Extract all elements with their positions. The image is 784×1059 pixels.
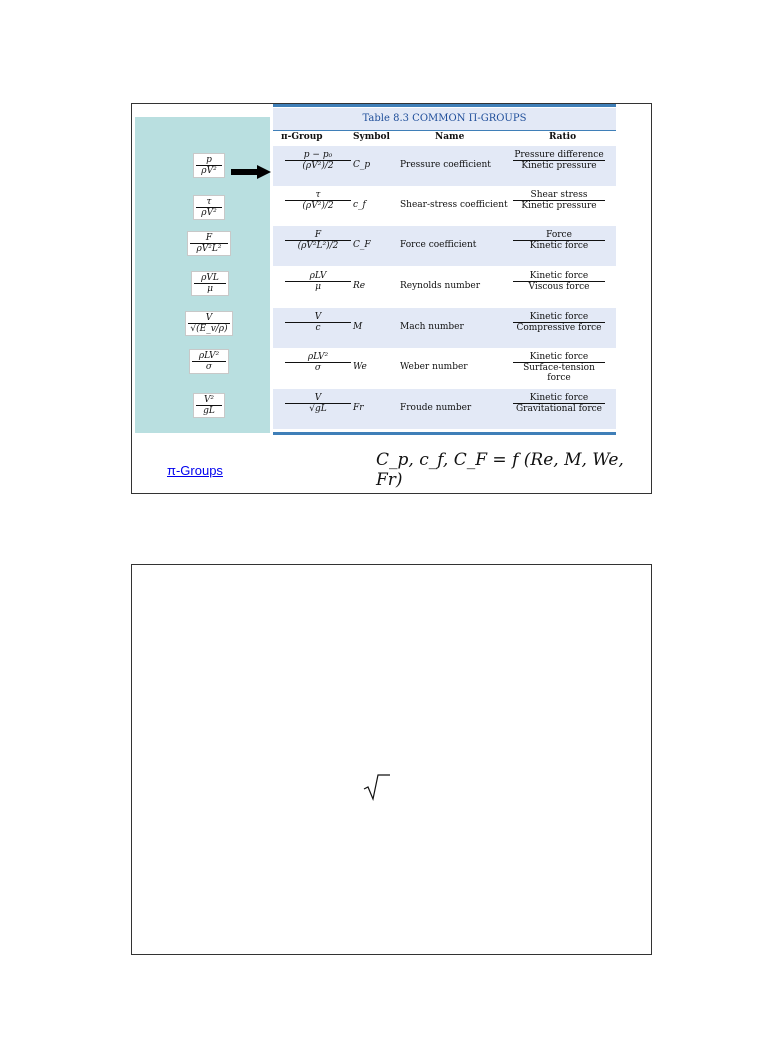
denominator: √gL bbox=[285, 403, 351, 414]
denominator: ρV² bbox=[196, 165, 222, 176]
ratio-numerator: Kinetic force bbox=[529, 352, 589, 362]
ratio-denominator: Compressive force bbox=[513, 322, 605, 333]
slide-pi-groups bbox=[131, 103, 652, 494]
table-title: Table 8.3 COMMON Π-GROUPS bbox=[273, 108, 616, 130]
pi-group-cell bbox=[279, 190, 357, 211]
numerator: V bbox=[205, 313, 213, 323]
numerator: V² bbox=[203, 395, 215, 405]
table-row bbox=[273, 186, 616, 226]
ratio-cell bbox=[509, 271, 609, 292]
symbol-cell: Re bbox=[353, 281, 366, 291]
numerator: ρLV bbox=[309, 271, 327, 281]
ratio-denominator: Surface-tension force bbox=[513, 362, 605, 383]
slide-blank bbox=[131, 564, 652, 955]
denominator: σ bbox=[285, 362, 351, 373]
pi-group-card bbox=[189, 349, 229, 374]
table-row bbox=[273, 348, 616, 388]
name-cell: Reynolds number bbox=[400, 281, 481, 291]
numerator: V bbox=[314, 312, 322, 322]
right-arrow-icon bbox=[231, 165, 271, 179]
ratio-denominator: Kinetic pressure bbox=[513, 200, 605, 211]
square-root-icon bbox=[362, 771, 392, 801]
denominator: (ρV²)/2 bbox=[285, 200, 351, 211]
table-row bbox=[273, 308, 616, 348]
denominator: (ρV²)/2 bbox=[285, 160, 351, 171]
denominator: √(E_v/ρ) bbox=[188, 323, 230, 334]
pi-group-card bbox=[185, 311, 233, 336]
ratio-cell bbox=[509, 190, 609, 211]
header-group: π-Group bbox=[281, 132, 323, 142]
symbol-cell: M bbox=[353, 322, 363, 332]
pi-group-card bbox=[187, 231, 231, 256]
header-ratio: Ratio bbox=[549, 132, 577, 142]
numerator: V bbox=[314, 393, 322, 403]
ratio-numerator: Kinetic force bbox=[529, 393, 589, 403]
pi-group-cell bbox=[279, 230, 357, 251]
table-row bbox=[273, 389, 616, 429]
pi-group-card bbox=[193, 195, 225, 220]
name-cell: Weber number bbox=[400, 362, 468, 372]
ratio-cell bbox=[509, 393, 609, 414]
numerator: p − p₀ bbox=[303, 150, 333, 160]
symbol-cell: Fr bbox=[353, 403, 364, 413]
name-cell: Shear-stress coefficient bbox=[400, 200, 508, 210]
symbol-cell: C_p bbox=[353, 160, 371, 170]
ratio-cell bbox=[509, 150, 609, 171]
pi-group-cell bbox=[279, 312, 357, 333]
table-row bbox=[273, 146, 616, 186]
table-row bbox=[273, 226, 616, 266]
symbol-cell: C_F bbox=[353, 240, 371, 250]
ratio-numerator: Shear stress bbox=[530, 190, 588, 200]
name-cell: Mach number bbox=[400, 322, 464, 332]
numerator: τ bbox=[206, 197, 212, 207]
numerator: F bbox=[205, 233, 213, 243]
name-cell: Froude number bbox=[400, 403, 472, 413]
pi-group-cell bbox=[279, 150, 357, 171]
symbol-cell: We bbox=[353, 362, 367, 372]
denominator: σ bbox=[192, 361, 226, 372]
ratio-denominator: Kinetic force bbox=[513, 240, 605, 251]
ratio-denominator: Kinetic pressure bbox=[513, 160, 605, 171]
symbol-cell: c_f bbox=[353, 200, 366, 210]
denominator: μ bbox=[194, 283, 226, 294]
name-cell: Force coefficient bbox=[400, 240, 477, 250]
numerator: τ bbox=[315, 190, 321, 200]
denominator: (ρV²L²)/2 bbox=[285, 240, 351, 251]
header-name: Name bbox=[435, 132, 465, 142]
table-top-rule bbox=[273, 104, 616, 107]
header-symbol: Symbol bbox=[353, 132, 390, 142]
ratio-denominator: Gravitational force bbox=[513, 403, 605, 414]
ratio-cell bbox=[509, 230, 609, 251]
pi-group-card bbox=[193, 153, 225, 178]
ratio-numerator: Force bbox=[546, 230, 572, 240]
numerator: F bbox=[314, 230, 322, 240]
table-bottom-rule bbox=[273, 432, 616, 435]
table-header-row bbox=[273, 130, 616, 147]
numerator: ρVL bbox=[201, 273, 219, 283]
pi-group-cell bbox=[279, 352, 357, 373]
denominator: μ bbox=[285, 281, 351, 292]
pi-groups-table bbox=[273, 104, 616, 435]
ratio-cell bbox=[509, 312, 609, 333]
equation: C_p, c_f, C_F = f (Re, M, We, Fr) bbox=[376, 450, 624, 490]
numerator: p bbox=[206, 155, 212, 165]
denominator: c bbox=[285, 322, 351, 333]
ratio-numerator: Kinetic force bbox=[529, 271, 589, 281]
ratio-cell bbox=[509, 352, 609, 383]
ratio-numerator: Pressure difference bbox=[514, 150, 604, 160]
table-row bbox=[273, 267, 616, 307]
denominator: ρV² bbox=[196, 207, 222, 218]
ratio-numerator: Kinetic force bbox=[529, 312, 589, 322]
name-cell: Pressure coefficient bbox=[400, 160, 491, 170]
pi-group-card bbox=[193, 393, 225, 418]
denominator: ρV²L² bbox=[190, 243, 228, 254]
pi-group-card bbox=[191, 271, 229, 296]
numerator: ρLV² bbox=[198, 351, 220, 361]
pi-group-cell bbox=[279, 271, 357, 292]
pi-groups-link[interactable]: π-Groups bbox=[167, 463, 223, 478]
ratio-denominator: Viscous force bbox=[513, 281, 605, 292]
numerator: ρLV² bbox=[307, 352, 329, 362]
pi-group-cell bbox=[279, 393, 357, 414]
denominator: gL bbox=[196, 405, 222, 416]
